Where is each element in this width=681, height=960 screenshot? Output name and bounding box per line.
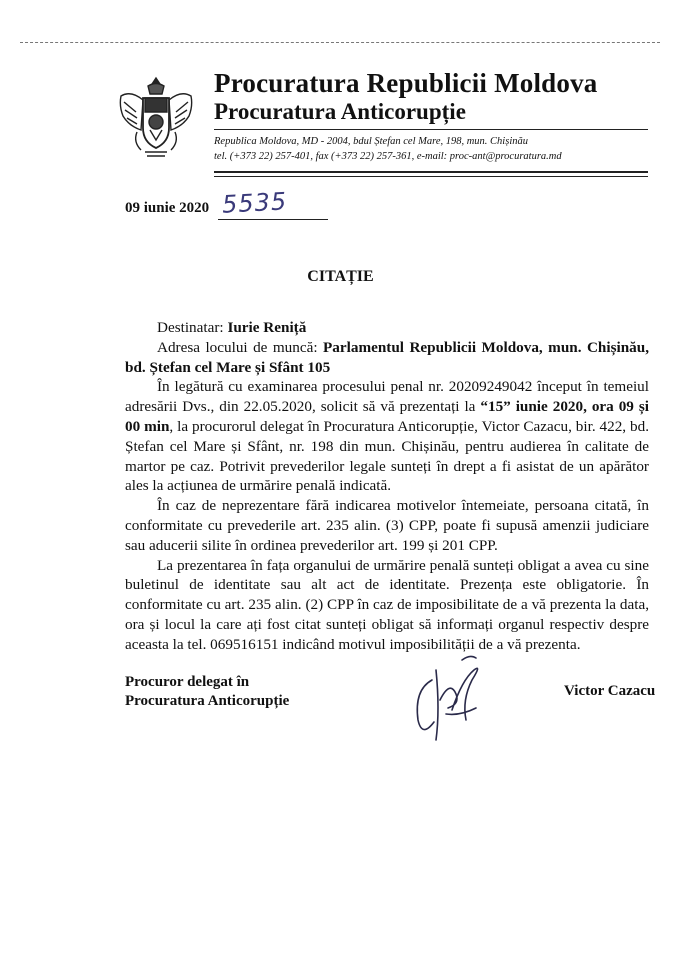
paragraph-obligations: La prezentarea în fața organului de urmărire penală sunteți obligat a avea cu sine buletinul de identitate sau alt act de identitate. Prezența este obligatorie. În conformitate cu art. 235 alin. (2) CPP în caz de imposibilitate de a vă prezenta la data, ora și locul la care ați fost citat sunteți obligat să informați organul respectiv despre aceasta la tel. 069516151 indicând motivul imposibilității de a vă prezenta. xyxy=(125,556,649,653)
recipient-name: Iurie Reniță xyxy=(227,319,307,336)
handwritten-signature-icon xyxy=(402,640,497,745)
top-divider xyxy=(20,42,660,43)
signatory-role-line1: Procuror delegat în xyxy=(125,674,250,690)
paragraph-penalty: În caz de neprezentare fără indicarea motivelor întemeiate, persoana citată, în conformitate cu prevederile art. 235 alin. (3) CPP, poate fi supusă amenzii judiciare sau aducerii silite în ordinea prevederilor art. 199 și 201 CPP. xyxy=(125,497,649,554)
registration-number: 5535 xyxy=(221,187,288,219)
institution-title: Procuratura Republicii Moldova xyxy=(214,68,598,98)
recipient-label: Destinatar: xyxy=(157,319,228,336)
document-body xyxy=(125,318,649,655)
paragraph-summons-text: În legătură cu examinarea procesului penal nr. 20209249042 început în temeiul adresării Dvs., din 22.05.2020, solicit să vă prezentați la xyxy=(125,378,649,416)
header-double-rule-thick xyxy=(214,171,648,173)
header-rule xyxy=(214,129,648,130)
registration-underline xyxy=(218,219,328,220)
institution-subtitle: Procuratura Anticorupție xyxy=(214,99,466,124)
contact-line: tel. (+373 22) 257-401, fax (+373 22) 257-361, e-mail: proc-ant@procuratura.md xyxy=(214,151,562,162)
header-double-rule-thin xyxy=(214,176,648,177)
document-date: 09 iunie 2020 xyxy=(125,200,210,216)
signatory-role xyxy=(125,673,289,711)
recipient-line xyxy=(125,318,649,338)
document-title: CITAȚIE xyxy=(307,268,374,285)
signatory-role-line2: Procuratura Anticorupție xyxy=(125,693,290,709)
paragraph-summons-text-cont: , la procurorul delegat în Procuratura Anticorupție, Victor Cazacu, bir. 422, bd. Ștefan cel Mare și Sfânt, nr. 198 din mun. Chișinău, pentru audierea în calitate de martor pe caz. Potrivit prevederilor legale sunteți în drept a fi asistat de un apărător ales la acțiunea de urmărire penală indicată. xyxy=(125,417,649,495)
appointment-datetime: “15” iunie 2020, ora 09 și 00 min xyxy=(125,398,649,435)
address-line: Republica Moldova, MD - 2004, bdul Ștefan cel Mare, 198, mun. Chișinău xyxy=(214,136,528,147)
workplace-line xyxy=(125,338,649,378)
signatory-name: Victor Cazacu xyxy=(564,683,656,699)
workplace-value: Parlamentul Republicii Moldova, mun. Chișinău, bd. Ștefan cel Mare și Sfânt 105 xyxy=(125,338,650,376)
workplace-label: Adresa locului de muncă: xyxy=(157,338,324,356)
paragraph-summons xyxy=(125,377,649,496)
coat-of-arms-icon xyxy=(115,74,197,160)
